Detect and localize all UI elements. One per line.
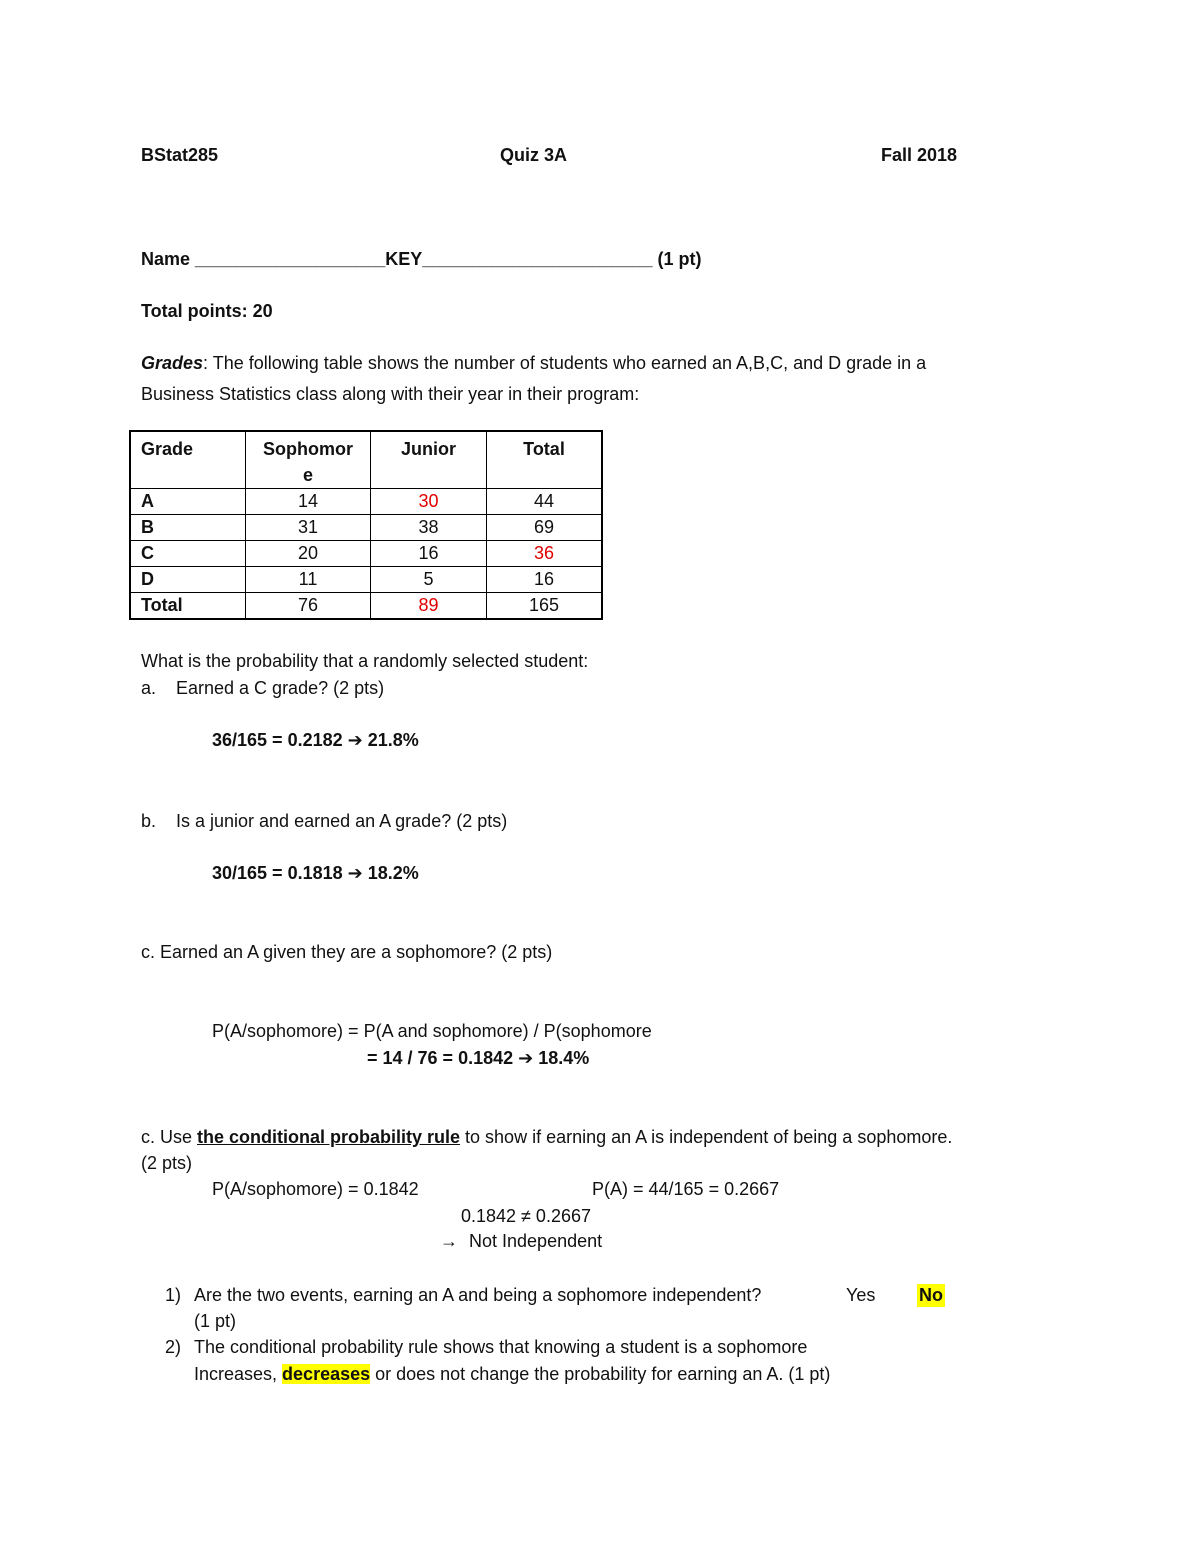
answer-c1-value: = 14 / 76 = 0.1842 xyxy=(367,1048,514,1068)
question-a-text: Earned a C grade? (2 pts) xyxy=(176,678,385,698)
grades-table xyxy=(129,430,603,620)
header-junior: Junior xyxy=(371,431,487,489)
question-1-points: (1 pt) xyxy=(194,1311,237,1331)
question-1-text: Are the two events, earning an A and being a sophomore independent? xyxy=(194,1285,762,1305)
question-b-letter: b. xyxy=(141,811,157,831)
row-grade: Total xyxy=(130,593,246,620)
question-1-yes: Yes xyxy=(846,1285,876,1305)
row-junior: 30 xyxy=(371,489,487,515)
answer-c2-compare: 0.1842 ≠ 0.2667 xyxy=(461,1206,591,1226)
header-sophomore: Sophomor e xyxy=(246,431,371,489)
question-2-prefix: Increases, xyxy=(194,1364,283,1384)
name-blank-after: _______________________ xyxy=(422,249,653,269)
name-points: (1 pt) xyxy=(657,249,702,269)
question-2-suffix: or does not change the probability for earning an A. (1 pt) xyxy=(370,1364,831,1384)
answer-c1-formula: P(A/sophomore) = P(A and sophomore) / P(sophomore xyxy=(212,1021,652,1041)
row-sophomore: 76 xyxy=(246,593,371,620)
total-points: Total points: 20 xyxy=(141,301,273,321)
row-junior: 16 xyxy=(371,541,487,567)
term: Fall 2018 xyxy=(881,145,958,165)
row-grade: A xyxy=(130,489,246,515)
answer-c2-right: P(A) = 44/165 = 0.2667 xyxy=(592,1179,780,1199)
table-row xyxy=(130,567,602,593)
header-total: Total xyxy=(487,431,603,489)
conclusion-text: Not Independent xyxy=(469,1231,603,1251)
name-line xyxy=(141,249,702,270)
row-sophomore: 20 xyxy=(246,541,371,567)
arrow-icon: ➔ xyxy=(347,730,363,750)
name-blank-before: ___________________ xyxy=(195,249,386,269)
answer-a-value: 36/165 = 0.2182 xyxy=(212,730,343,750)
row-sophomore: 11 xyxy=(246,567,371,593)
question-a-letter: a. xyxy=(141,678,157,698)
question-c1-text: c. Earned an A given they are a sophomore? (2 pts) xyxy=(141,942,553,962)
question-c2-text xyxy=(141,1127,952,1148)
name-key: KEY xyxy=(385,249,423,269)
question-2-line2 xyxy=(194,1364,830,1385)
intro-text-1: : The following table shows the number of students who earned an A,B,C, and D grade in a xyxy=(203,353,927,373)
arrow-icon: → xyxy=(440,1231,458,1251)
answer-b-result: 18.2% xyxy=(367,863,419,883)
row-sophomore: 14 xyxy=(246,489,371,515)
row-junior: 89 xyxy=(371,593,487,620)
row-grade: B xyxy=(130,515,246,541)
table-row-total xyxy=(130,593,602,620)
question-c2-suffix: to show if earning an A is independent of being a sophomore. xyxy=(460,1127,953,1147)
table-header-row xyxy=(130,431,602,489)
row-total: 36 xyxy=(487,541,603,567)
question-intro: What is the probability that a randomly selected student: xyxy=(141,651,589,671)
row-junior: 5 xyxy=(371,567,487,593)
table-row xyxy=(130,489,602,515)
question-c2-underlined: the conditional probability rule xyxy=(197,1127,461,1147)
row-junior: 38 xyxy=(371,515,487,541)
arrow-icon: ➔ xyxy=(347,863,363,883)
answer-a-result: 21.8% xyxy=(367,730,419,750)
row-total: 44 xyxy=(487,489,603,515)
row-grade: D xyxy=(130,567,246,593)
quiz-title: Quiz 3A xyxy=(500,145,568,165)
header-grade: Grade xyxy=(130,431,246,489)
answer-c1-result: 18.4% xyxy=(538,1048,590,1068)
question-2-num: 2) xyxy=(165,1337,182,1357)
intro-line-1 xyxy=(141,353,926,374)
question-1-no: No xyxy=(919,1285,943,1305)
question-b-text: Is a junior and earned an A grade? (2 pts) xyxy=(176,811,508,831)
row-total: 16 xyxy=(487,567,603,593)
name-label: Name xyxy=(141,249,191,269)
arrow-icon: ➔ xyxy=(518,1048,534,1068)
intro-line-2: Business Statistics class along with their year in their program: xyxy=(141,384,640,404)
answer-c2-conclusion xyxy=(440,1231,602,1252)
question-c2-prefix: c. Use xyxy=(141,1127,198,1147)
question-2-highlighted: decreases xyxy=(282,1364,371,1384)
row-total: 165 xyxy=(487,593,603,620)
question-1-num: 1) xyxy=(165,1285,182,1305)
answer-a xyxy=(212,730,419,751)
answer-c1 xyxy=(367,1048,589,1069)
intro-lead: Grades xyxy=(141,353,204,373)
table-row xyxy=(130,541,602,567)
course-code: BStat285 xyxy=(141,145,219,165)
question-2-line1: The conditional probability rule shows that knowing a student is a sophomore xyxy=(194,1337,808,1357)
answer-b-value: 30/165 = 0.1818 xyxy=(212,863,343,883)
row-total: 69 xyxy=(487,515,603,541)
question-c2-points: (2 pts) xyxy=(141,1153,193,1173)
row-sophomore: 31 xyxy=(246,515,371,541)
row-grade: C xyxy=(130,541,246,567)
answer-b xyxy=(212,863,419,884)
answer-c2-left: P(A/sophomore) = 0.1842 xyxy=(212,1179,419,1199)
table-row xyxy=(130,515,602,541)
